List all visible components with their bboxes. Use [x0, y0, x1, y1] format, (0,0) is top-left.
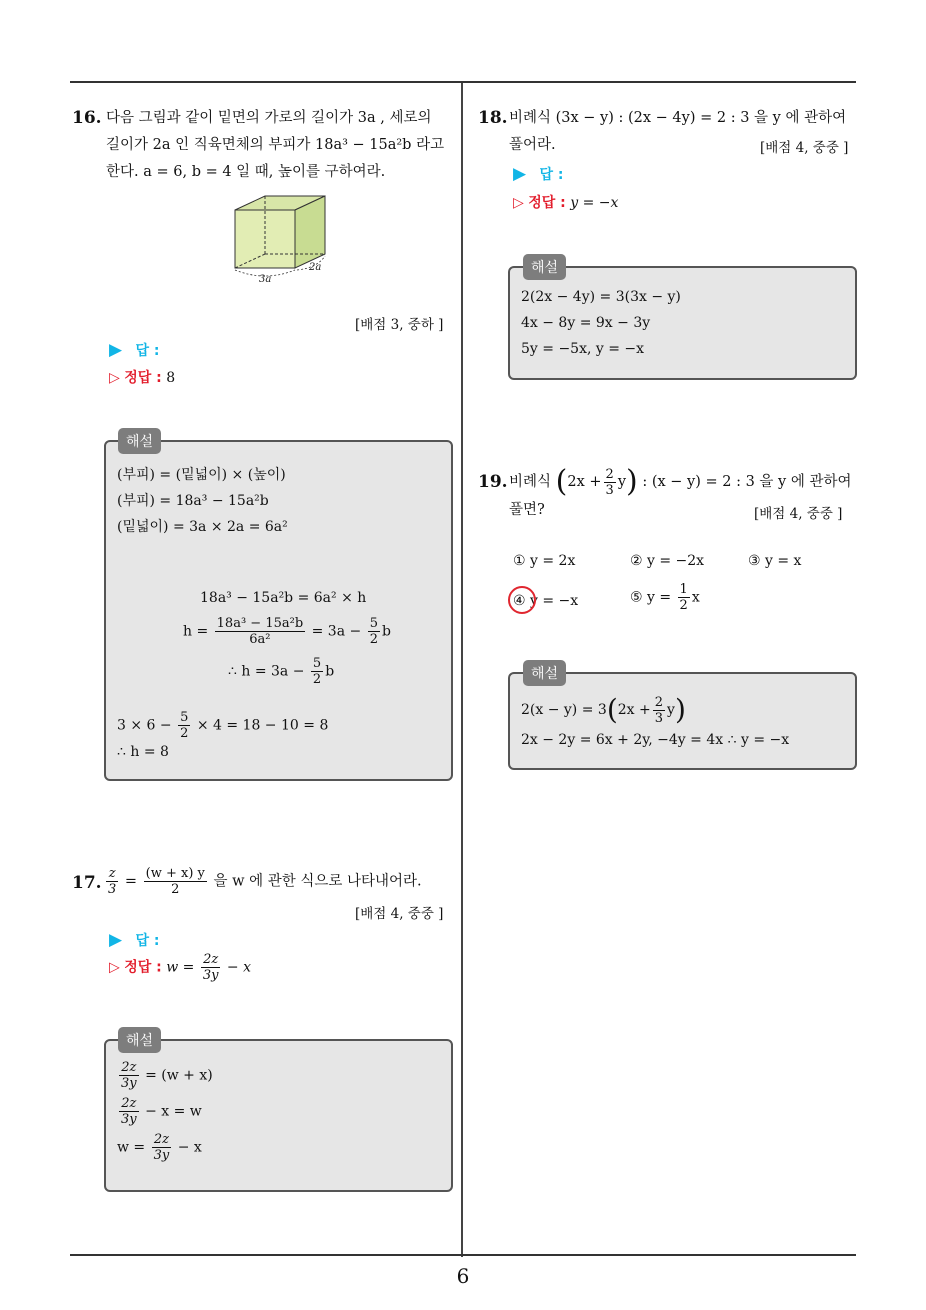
math-text: 2x + — [567, 474, 602, 490]
numerator: 5 — [180, 710, 189, 725]
numerator: 18a³ − 15a²b — [216, 616, 304, 631]
question-text-line: 비례식 (3x − y) : (2x − 4y) = 2 : 3 을 y 에 관하여 — [509, 110, 847, 126]
solution-line: (부피) = 18a³ − 15a²b — [117, 493, 269, 509]
fraction — [152, 1132, 172, 1163]
selected-answer-circle — [508, 586, 536, 614]
solution-line — [117, 1096, 202, 1127]
answer-row — [109, 340, 159, 360]
solution-line — [117, 710, 328, 741]
numerator: 5 — [312, 656, 322, 671]
explanation-tag: 해설 — [118, 1027, 161, 1053]
right-paren: ) — [626, 464, 638, 499]
column-divider — [461, 83, 463, 1257]
solution-line — [183, 616, 391, 647]
math-text: × 4 = 18 − 10 = 8 — [196, 717, 329, 734]
fraction — [144, 866, 207, 897]
correct-value: y = −x — [570, 195, 619, 211]
math-text: − x — [177, 1139, 202, 1156]
bottom-rule — [70, 1254, 856, 1256]
score-label: [배점 4, 중중 ] — [754, 506, 843, 522]
question-number: 19. — [478, 472, 508, 492]
math-text: 을 w 에 관한 식으로 나타내어라. — [213, 873, 422, 890]
math-text: y — [617, 474, 627, 490]
numerator: 1 — [679, 582, 688, 597]
denominator: 3y — [153, 1148, 170, 1163]
denominator: 2 — [180, 726, 189, 741]
answer-row — [513, 164, 563, 184]
score-label: [배점 4, 중중 ] — [760, 140, 849, 156]
solution-line — [117, 1132, 202, 1163]
math-text: b — [381, 623, 391, 640]
numerator: 2z — [201, 952, 221, 968]
math-text: 3 × 6 − — [117, 717, 172, 734]
math-text: : (x − y) = 2 : 3 을 y 에 관하여 — [642, 474, 852, 490]
question-text-line: 풀면? — [509, 502, 545, 518]
correct-label: 정답 : — [124, 959, 162, 976]
choice-5[interactable] — [630, 582, 700, 613]
denominator: 2 — [369, 632, 378, 647]
correct-answer-row — [513, 192, 618, 212]
math-text: ⑤ y = — [630, 589, 672, 606]
denominator: 3 — [605, 482, 614, 498]
answer-label: 답 : — [539, 167, 564, 183]
math-text: − x = w — [145, 1103, 202, 1120]
question-text-line: 다음 그림과 같이 밑면의 가로의 길이가 3a , 세로의 — [106, 110, 432, 126]
solution-line — [117, 1060, 213, 1091]
fraction — [119, 1060, 139, 1091]
question-text-line: 풀어라. — [509, 137, 556, 153]
solution-line: 2x − 2y = 6x + 2y, −4y = 4x ∴ y = −x — [521, 732, 790, 748]
fraction — [201, 952, 221, 983]
solution-line: (부피) = (밑넓이) × (높이) — [117, 467, 286, 483]
math-text: b — [325, 663, 335, 680]
fraction — [678, 582, 690, 613]
play-icon: ▶ — [109, 340, 123, 360]
math-text: = 3a − — [311, 623, 362, 640]
top-rule — [70, 81, 856, 83]
math-text: ∴ h = 3a − — [228, 663, 305, 680]
math-text: w = — [117, 1139, 146, 1156]
numerator: (w + x) y — [145, 866, 205, 881]
question-text-line: 길이가 2a 인 직육면체의 부피가 18a³ − 15a²b 라고 — [106, 137, 445, 153]
left-paren: ( — [555, 464, 568, 499]
numerator: 2 — [654, 694, 664, 710]
fraction — [653, 695, 665, 726]
answer-label: 답 : — [135, 343, 160, 359]
correct-value: − x — [226, 959, 251, 976]
fraction — [178, 710, 190, 741]
answer-label: 답 : — [135, 933, 160, 949]
fraction — [368, 616, 380, 647]
choice-1[interactable]: ① y = 2x — [513, 553, 576, 569]
math-text: 비례식 — [509, 474, 552, 490]
explanation-tag: 해설 — [523, 660, 566, 686]
left-paren: ( — [606, 693, 618, 726]
denominator: 2 — [679, 598, 688, 613]
correct-label: 정답 : — [528, 195, 566, 211]
play-icon: ▶ — [109, 930, 123, 950]
numerator: 2z — [152, 1132, 172, 1148]
solution-line: ∴ h = 8 — [117, 744, 169, 760]
score-label: [배점 3, 중하 ] — [355, 317, 444, 333]
solution-line: 2(2x − 4y) = 3(3x − y) — [521, 289, 681, 305]
correct-label: 정답 : — [124, 370, 162, 386]
solution-line: (밑넓이) = 3a × 2a = 6a² — [117, 519, 288, 535]
math-text: = (w + x) — [145, 1067, 213, 1084]
choice-2[interactable]: ② y = −2x — [630, 553, 705, 569]
numerator: 2 — [605, 466, 614, 482]
correct-answer-row — [109, 367, 175, 387]
solution-line — [521, 690, 686, 730]
question-number: 16. — [72, 108, 102, 128]
solution-line: 5y = −5x, y = −x — [521, 341, 645, 357]
explanation-tag: 해설 — [118, 428, 161, 454]
math-text: x — [691, 589, 700, 606]
fraction — [604, 467, 616, 498]
denominator: 3 — [654, 710, 664, 726]
question-number: 18. — [478, 108, 508, 128]
math-text: y — [667, 702, 675, 718]
question-text-line — [104, 866, 422, 897]
choice-4[interactable]: ④ y = −x — [513, 593, 579, 609]
question-text-line: 한다. a = 6, b = 4 일 때, 높이를 구하여라. — [106, 164, 386, 180]
denominator: 3 — [108, 882, 117, 897]
outline-play-icon: ▷ — [109, 370, 120, 386]
denominator: 3y — [121, 1076, 137, 1091]
fraction — [106, 866, 118, 897]
math-text: = — [124, 873, 138, 890]
correct-value: w = — [166, 959, 195, 976]
fraction — [215, 616, 306, 647]
numerator: 5 — [369, 616, 378, 631]
score-label: [배점 4, 중중 ] — [355, 906, 444, 922]
math-text: 2(x − y) = 3 — [521, 702, 607, 718]
fig-label-depth: 2a — [309, 262, 322, 273]
cuboid-figure — [225, 190, 345, 286]
answer-row — [109, 930, 159, 950]
solution-line — [228, 656, 334, 687]
numerator: z — [106, 866, 118, 882]
correct-value: 8 — [166, 370, 176, 386]
solution-line: 4x − 8y = 9x − 3y — [521, 315, 651, 331]
solution-line: 18a³ − 15a²b = 6a² × h — [200, 590, 367, 606]
fig-label-width: 3a — [259, 274, 272, 285]
denominator: 2 — [171, 882, 180, 897]
choice-3[interactable]: ③ y = x — [748, 553, 802, 569]
question-number: 17. — [72, 873, 102, 893]
math-text: h = — [183, 623, 209, 640]
numerator: 2z — [119, 1096, 139, 1112]
denominator: 3y — [121, 1112, 137, 1127]
explanation-tag: 해설 — [523, 254, 566, 280]
page-number: 6 — [456, 1264, 470, 1288]
correct-answer-row — [109, 952, 251, 983]
outline-play-icon: ▷ — [513, 195, 524, 211]
denominator: 3y — [202, 968, 219, 983]
play-icon: ▶ — [513, 164, 527, 184]
numerator: 2z — [119, 1060, 139, 1076]
math-text: 2x + — [617, 702, 651, 718]
right-paren: ) — [674, 693, 686, 726]
denominator: 6a² — [249, 632, 271, 647]
fraction — [311, 656, 323, 687]
question-text-line — [509, 462, 851, 502]
outline-play-icon: ▷ — [109, 959, 120, 976]
fraction — [119, 1096, 139, 1127]
denominator: 2 — [312, 672, 322, 687]
